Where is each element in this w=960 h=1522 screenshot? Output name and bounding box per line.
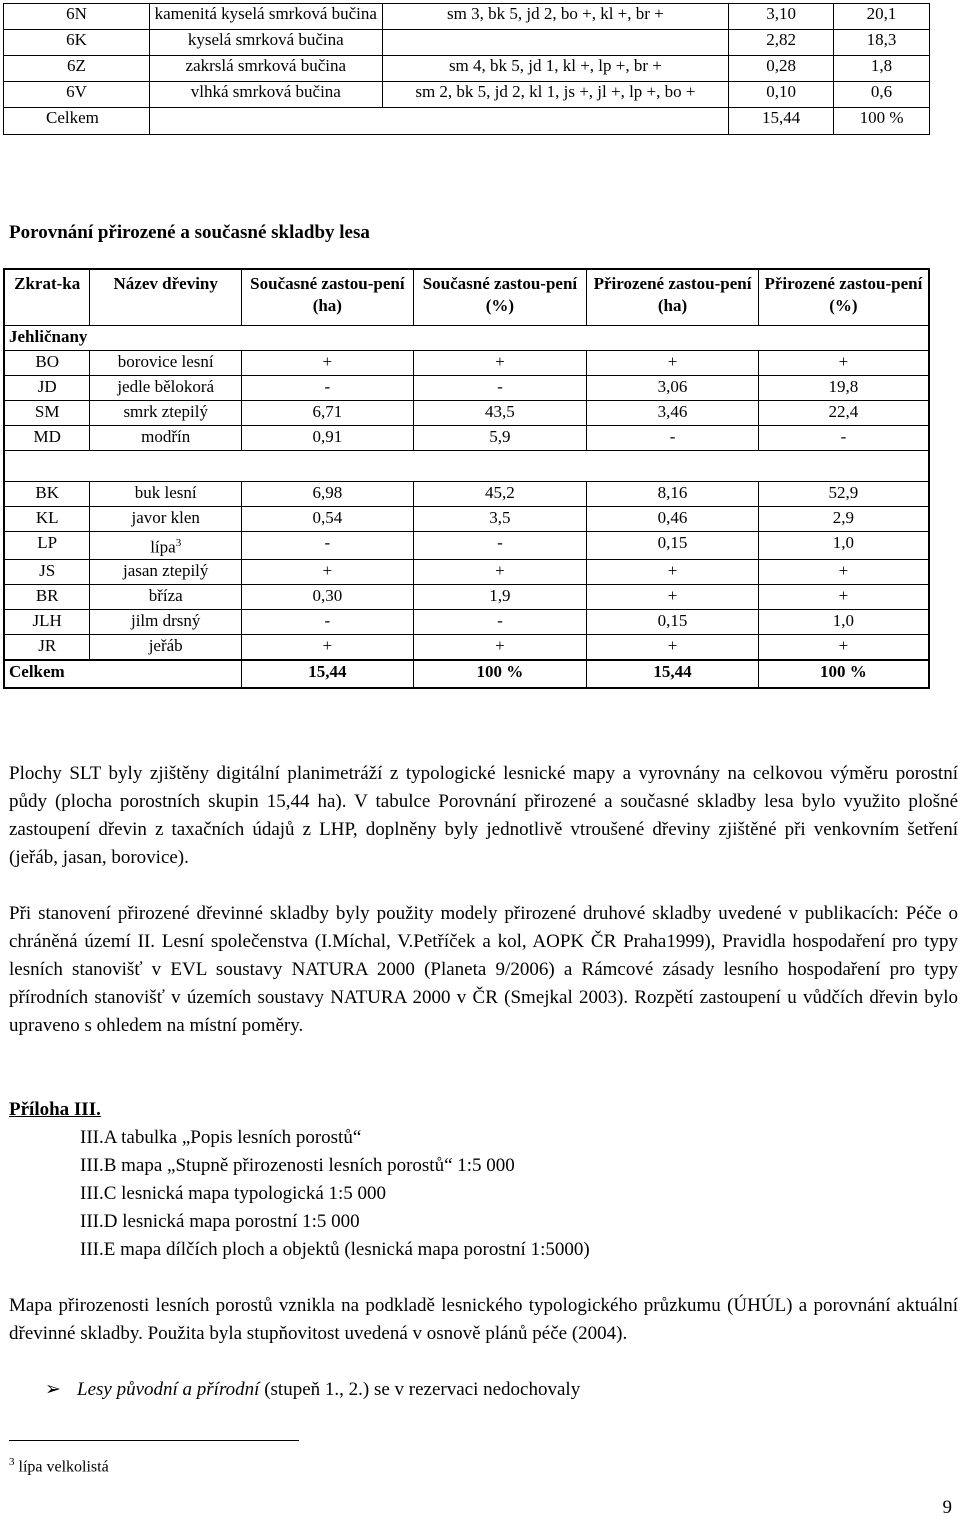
cell-natural-ha: 3,46 [587, 401, 759, 426]
group-label: Jehličnany [4, 326, 929, 351]
table-row [4, 559, 929, 584]
paragraph-naturalness-map: Mapa přirozenosti lesních porostů vznikla na podkladě lesnického typologického průzkumu (ÚHÚL) a porovnání aktuální dřevinné skladby. Použita byla stupňovitost uvedená v osnově plánů péče (2004). [9, 1295, 958, 1344]
cell-empty [149, 108, 728, 135]
cell-species-name: borovice lesní [90, 351, 242, 376]
cell-current-percent: + [413, 559, 587, 584]
cell-percent: 20,1 [834, 4, 930, 30]
cell-natural-percent: 52,9 [758, 482, 929, 507]
cell-natural-ha: 0,15 [587, 532, 759, 560]
cell-natural-ha: + [587, 559, 759, 584]
cell-species-name: javor klen [90, 507, 242, 532]
table-row [4, 507, 929, 532]
footnote-mark: 3 [9, 1456, 15, 1468]
cell-composition: sm 2, bk 5, jd 2, kl 1, js +, jl +, lp +, bo + [382, 82, 729, 108]
appendix-title: Příloha III. [9, 1099, 101, 1120]
appendix-list [80, 1124, 590, 1264]
column-header: Název dřeviny [90, 269, 242, 326]
table-row [4, 376, 929, 401]
cell-area: 0,28 [729, 56, 834, 82]
cell-percent: 18,3 [834, 30, 930, 56]
cell-current-ha: 6,98 [242, 482, 414, 507]
cell-natural-ha: 3,06 [587, 376, 759, 401]
cell-code: MD [4, 426, 90, 451]
bullet-italic: Lesy původní a přírodní [77, 1379, 260, 1400]
cell-percent: 1,8 [834, 56, 930, 82]
table-row [4, 56, 930, 82]
paragraph-natural-composition: Při stanovení přirozené dřevinné skladby byly použity modely přirozené druhové skladby uvedené v publikacích: Péče o chráněná území II. Lesní společenstva (I.Míchal, V.Petříček a kol, AOPK ČR Praha1999), Pravidla hospodaření pro typy lesních stanovišť v EVL soustavy NATURA 2000 (Planeta 9/2006) a Rámcové zásady lesního hospodaření pro typy přírodních stanovišť v územích soustavy NATURA 2000 v ČR (Smejkal 2003). Rozpětí zastoupení u vůdčích dřevin bylo upraveno s ohledem na místní poměry. [9, 903, 958, 1036]
cell-code: JR [4, 634, 90, 660]
cell-natural-percent: + [758, 351, 929, 376]
cell-natural-ha: + [587, 351, 759, 376]
cell-total-area: 15,44 [729, 108, 834, 135]
cell-code: BR [4, 584, 90, 609]
cell-natural-percent: + [758, 584, 929, 609]
table-row [4, 401, 929, 426]
cell-code: BO [4, 351, 90, 376]
cell-area: 2,82 [729, 30, 834, 56]
cell-species-name: jilm drsný [90, 609, 242, 634]
table-row [4, 609, 929, 634]
column-header: Přirozené zastou-pení (ha) [587, 269, 759, 326]
list-item: III.B mapa „Stupně přirozenosti lesních porostů“ 1:5 000 [80, 1155, 515, 1176]
cell-species-name: buk lesní [90, 482, 242, 507]
footnote [9, 1452, 109, 1477]
cell-species-name: bříza [90, 584, 242, 609]
cell-natural-ha: - [587, 426, 759, 451]
cell-total-percent: 100 % [834, 108, 930, 135]
species-comparison-table [3, 268, 930, 689]
total-row [4, 660, 929, 688]
table-row [4, 426, 929, 451]
cell-natural-percent: - [758, 426, 929, 451]
cell-total-label: Celkem [4, 660, 242, 688]
bullet-item [45, 1376, 580, 1404]
cell-natural-percent: 1,0 [758, 609, 929, 634]
cell-total-current-ha: 15,44 [242, 660, 414, 688]
column-header: Současné zastou-pení (ha) [242, 269, 414, 326]
cell-natural-percent: 2,9 [758, 507, 929, 532]
cell-current-ha: 0,91 [242, 426, 414, 451]
cell-natural-percent: + [758, 634, 929, 660]
header-row [4, 269, 929, 326]
cell-total-label: Celkem [4, 108, 150, 135]
cell-code: JLH [4, 609, 90, 634]
list-item: III.C lesnická mapa typologická 1:5 000 [80, 1183, 387, 1204]
list-item: III.A tabulka „Popis lesních porostů“ [80, 1127, 362, 1148]
table-row [4, 30, 930, 56]
cell-natural-ha: 0,46 [587, 507, 759, 532]
total-row [4, 108, 930, 135]
cell-natural-percent: + [758, 559, 929, 584]
cell-composition [382, 30, 729, 56]
section-title: Porovnání přirozené a současné skladby lesa [9, 222, 370, 243]
bullet-text: (stupeň 1., 2.) se v rezervaci nedochovaly [259, 1379, 581, 1400]
cell-natural-ha: + [587, 634, 759, 660]
column-header: Současné zastou-pení (%) [413, 269, 587, 326]
cell-code: 6K [4, 30, 150, 56]
cell-code: KL [4, 507, 90, 532]
spacer-row [4, 451, 929, 482]
table-row [4, 584, 929, 609]
cell-natural-percent: 1,0 [758, 532, 929, 560]
footnote-ref: 3 [175, 537, 182, 549]
paragraph-planimetry: Plochy SLT byly zjištěny digitální planimetráží z typologické lesnické mapy a vyrovnány na celkovou výměru porostní půdy (plocha porostních skupin 15,44 ha). V tabulce Porovnání přirozené a současné skladby lesa bylo využito plošné zastoupení dřevin z taxačních údajů z LHP, doplněny byly jednotlivě vtroušené dřeviny zjištěné při venkovním šetření (jeřáb, jasan, borovice). [9, 763, 958, 868]
cell-current-percent: 45,2 [413, 482, 587, 507]
cell-current-percent: 1,9 [413, 584, 587, 609]
cell-code: JS [4, 559, 90, 584]
cell-natural-ha: 0,15 [587, 609, 759, 634]
cell-area: 3,10 [729, 4, 834, 30]
cell-current-ha: + [242, 559, 414, 584]
cell-code: BK [4, 482, 90, 507]
cell-code: JD [4, 376, 90, 401]
page-number: 9 [942, 1497, 952, 1518]
cell-current-percent: 5,9 [413, 426, 587, 451]
cell-current-percent: - [413, 376, 587, 401]
table-row [4, 532, 929, 560]
cell-species-name: smrk ztepilý [90, 401, 242, 426]
table-row [4, 351, 929, 376]
cell-current-percent: + [413, 351, 587, 376]
cell-current-ha: 0,54 [242, 507, 414, 532]
table-row [4, 4, 930, 30]
cell-total-natural-percent: 100 % [758, 660, 929, 688]
cell-name: zakrslá smrková bučina [149, 56, 382, 82]
cell-composition: sm 4, bk 5, jd 1, kl +, lp +, br + [382, 56, 729, 82]
arrow-bullet-icon: ➢ [45, 1379, 61, 1400]
cell-current-percent: + [413, 634, 587, 660]
forest-type-table [3, 3, 930, 135]
cell-species-name: lípa$^3$ [90, 532, 242, 560]
column-header: Zkrat-ka [4, 269, 90, 326]
table-row [4, 482, 929, 507]
cell-current-ha: - [242, 609, 414, 634]
cell-percent: 0,6 [834, 82, 930, 108]
group-row [4, 326, 929, 351]
cell-total-natural-ha: 15,44 [587, 660, 759, 688]
cell-total-current-percent: 100 % [413, 660, 587, 688]
cell-species-name: jeřáb [90, 634, 242, 660]
list-item: III.D lesnická mapa porostní 1:5 000 [80, 1211, 360, 1232]
cell-code: LP [4, 532, 90, 560]
cell-natural-percent: 19,8 [758, 376, 929, 401]
table-row [4, 82, 930, 108]
cell-natural-ha: + [587, 584, 759, 609]
cell-species-name: jasan ztepilý [90, 559, 242, 584]
cell-composition: sm 3, bk 5, jd 2, bo +, kl +, br + [382, 4, 729, 30]
cell-current-percent: 43,5 [413, 401, 587, 426]
cell-current-ha: - [242, 532, 414, 560]
cell-name: kamenitá kyselá smrková bučina [149, 4, 382, 30]
footnote-text: lípa velkolistá [14, 1458, 109, 1476]
cell-current-percent: - [413, 609, 587, 634]
cell-species-name: jedle bělokorá [90, 376, 242, 401]
cell-natural-percent: 22,4 [758, 401, 929, 426]
cell-current-ha: + [242, 634, 414, 660]
cell-current-percent: - [413, 532, 587, 560]
list-item: III.E mapa dílčích ploch a objektů (lesnická mapa porostní 1:5000) [80, 1239, 590, 1260]
cell-current-percent: 3,5 [413, 507, 587, 532]
cell-current-ha: 6,71 [242, 401, 414, 426]
column-header: Přirozené zastou-pení (%) [758, 269, 929, 326]
cell-code: 6Z [4, 56, 150, 82]
cell-empty [4, 451, 929, 482]
cell-current-ha: + [242, 351, 414, 376]
cell-name: kyselá smrková bučina [149, 30, 382, 56]
table-row [4, 634, 929, 660]
cell-current-ha: 0,30 [242, 584, 414, 609]
cell-code: 6N [4, 4, 150, 30]
cell-natural-ha: 8,16 [587, 482, 759, 507]
cell-species-name: modřín [90, 426, 242, 451]
footnote-divider [9, 1440, 299, 1441]
cell-code: SM [4, 401, 90, 426]
cell-current-ha: - [242, 376, 414, 401]
cell-name: vlhká smrková bučina [149, 82, 382, 108]
cell-code: 6V [4, 82, 150, 108]
cell-area: 0,10 [729, 82, 834, 108]
